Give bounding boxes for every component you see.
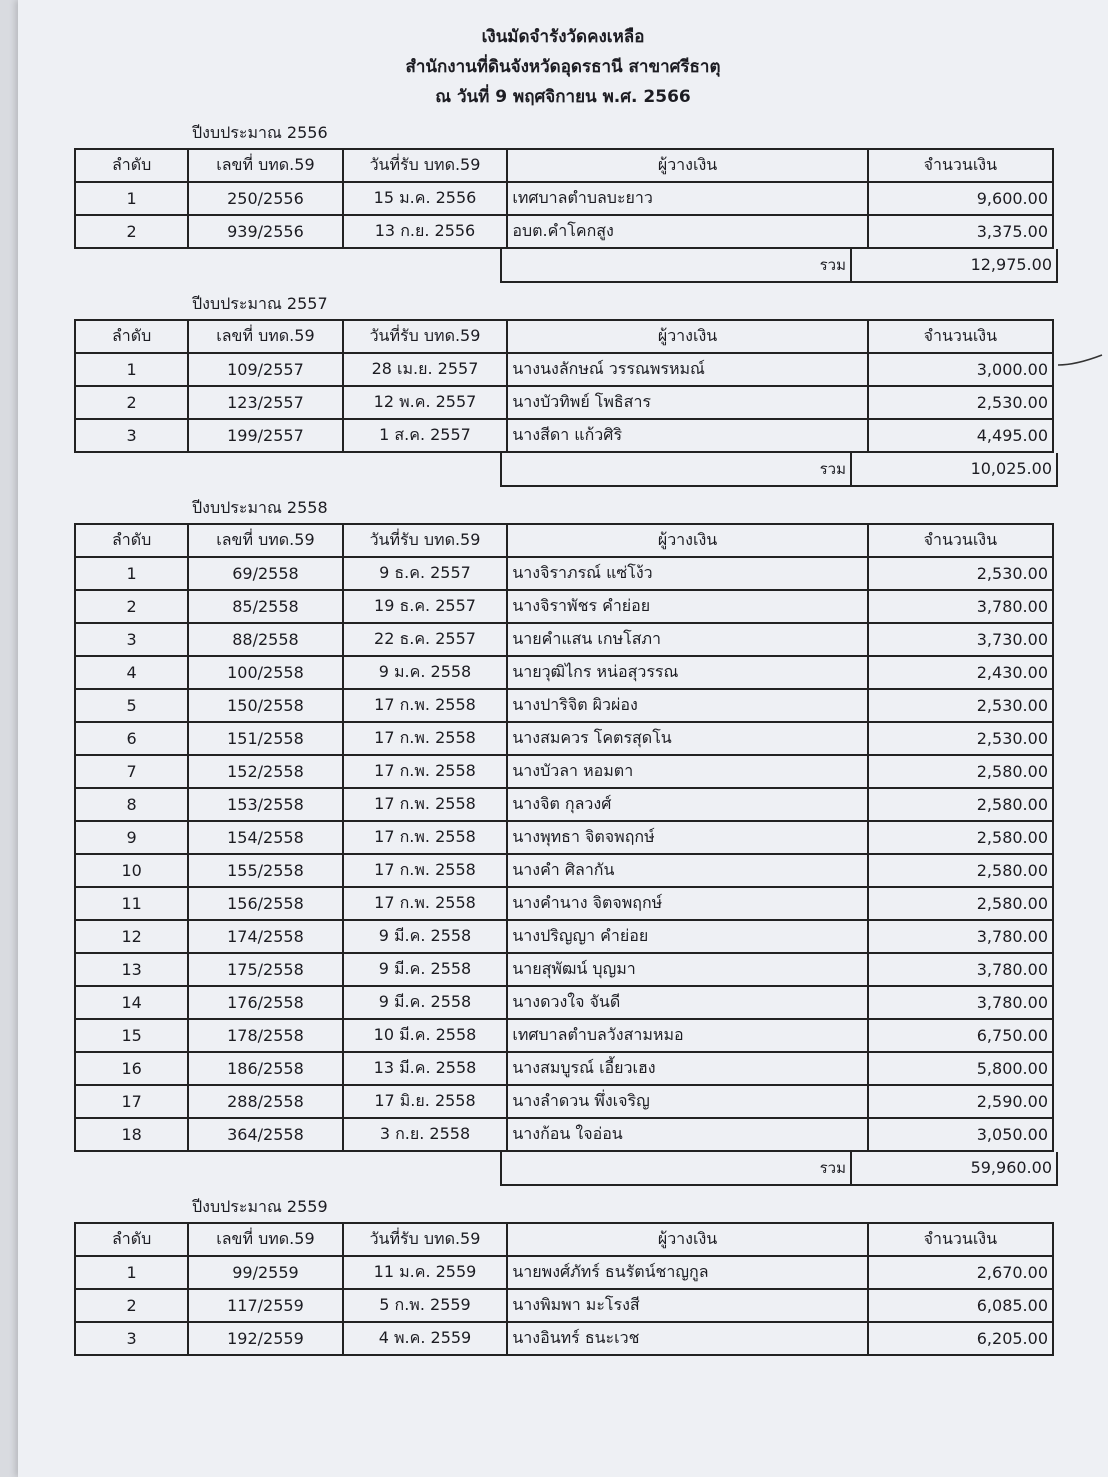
cell-doc-no: 69/2558 <box>188 557 342 590</box>
document-header <box>18 0 1108 112</box>
cell-date: 17 ก.พ. 2558 <box>343 887 508 920</box>
deposit-table <box>74 148 1054 249</box>
col-header-depositor: ผู้วางเงิน <box>507 524 867 557</box>
table-row <box>75 788 1053 821</box>
cell-depositor: นางคำ ศิลากัน <box>507 854 867 887</box>
cell-amount: 2,530.00 <box>868 689 1053 722</box>
cell-doc-no: 156/2558 <box>188 887 342 920</box>
cell-doc-no: 192/2559 <box>188 1322 342 1355</box>
cell-doc-no: 117/2559 <box>188 1289 342 1322</box>
cell-depositor: นางปริญญา คำย่อย <box>507 920 867 953</box>
cell-depositor: นางอินทร์ ธนะเวช <box>507 1322 867 1355</box>
cell-doc-no: 175/2558 <box>188 953 342 986</box>
table-row <box>75 419 1053 452</box>
table-row <box>75 887 1053 920</box>
table-header-row <box>75 1223 1053 1256</box>
cell-amount: 2,530.00 <box>868 557 1053 590</box>
cell-doc-no: 199/2557 <box>188 419 342 452</box>
cell-amount: 2,530.00 <box>868 722 1053 755</box>
cell-doc-no: 123/2557 <box>188 386 342 419</box>
cell-doc-no: 109/2557 <box>188 353 342 386</box>
cell-no: 2 <box>75 590 188 623</box>
cell-no: 1 <box>75 557 188 590</box>
cell-amount: 9,600.00 <box>868 182 1053 215</box>
fiscal-year-title: ปีงบประมาณ 2559 <box>192 1197 328 1216</box>
cell-date: 17 มิ.ย. 2558 <box>343 1085 508 1118</box>
col-header-amount: จำนวนเงิน <box>868 524 1053 557</box>
col-header-no: ลำดับ <box>75 320 188 353</box>
sections-container <box>18 122 1108 1356</box>
cell-doc-no: 186/2558 <box>188 1052 342 1085</box>
cell-depositor: นางจิราพัชร คำย่อย <box>507 590 867 623</box>
cell-date: 9 ธ.ค. 2557 <box>343 557 508 590</box>
cell-no: 2 <box>75 386 188 419</box>
fiscal-year-section <box>74 122 1054 283</box>
col-header-date: วันที่รับ บทด.59 <box>343 1223 508 1256</box>
table-row <box>75 1256 1053 1289</box>
total-label: รวม <box>502 1152 852 1184</box>
col-header-doc-no: เลขที่ บทด.59 <box>188 1223 342 1256</box>
cell-amount: 3,050.00 <box>868 1118 1053 1151</box>
table-row <box>75 557 1053 590</box>
cell-date: 13 มี.ค. 2558 <box>343 1052 508 1085</box>
office-name: สำนักงานที่ดินจังหวัดอุดรธานี สาขาศรีธาตุ <box>405 57 721 77</box>
cell-no: 5 <box>75 689 188 722</box>
table-row <box>75 182 1053 215</box>
table-row <box>75 1085 1053 1118</box>
cell-date: 17 ก.พ. 2558 <box>343 755 508 788</box>
as-of-date: ณ วันที่ 9 พฤศจิกายน พ.ศ. 2566 <box>435 87 691 107</box>
cell-depositor: นายพงศ์ภัทร์ ธนรัตน์ชาญกูล <box>507 1256 867 1289</box>
col-header-depositor: ผู้วางเงิน <box>507 1223 867 1256</box>
deposit-table <box>74 319 1054 453</box>
table-row <box>75 755 1053 788</box>
cell-date: 9 มี.ค. 2558 <box>343 953 508 986</box>
cell-date: 1 ส.ค. 2557 <box>343 419 508 452</box>
cell-amount: 2,580.00 <box>868 788 1053 821</box>
col-header-doc-no: เลขที่ บทด.59 <box>188 524 342 557</box>
cell-date: 15 ม.ค. 2556 <box>343 182 508 215</box>
cell-depositor: เทศบาลตำบลวังสามหมอ <box>507 1019 867 1052</box>
table-row <box>75 1118 1053 1151</box>
total-label: รวม <box>502 453 852 485</box>
cell-depositor: นางบัวลา หอมตา <box>507 755 867 788</box>
cell-doc-no: 178/2558 <box>188 1019 342 1052</box>
cell-amount: 3,780.00 <box>868 986 1053 1019</box>
cell-amount: 2,530.00 <box>868 386 1053 419</box>
cell-amount: 3,730.00 <box>868 623 1053 656</box>
cell-depositor: นางจิต กุลวงศ์ <box>507 788 867 821</box>
cell-depositor: อบต.คำโคกสูง <box>507 215 867 248</box>
cell-depositor: นางนงลักษณ์ วรรณพรหมณ์ <box>507 353 867 386</box>
table-row <box>75 1052 1053 1085</box>
cell-amount: 2,580.00 <box>868 755 1053 788</box>
cell-no: 3 <box>75 623 188 656</box>
table-row <box>75 722 1053 755</box>
cell-amount: 6,085.00 <box>868 1289 1053 1322</box>
cell-doc-no: 150/2558 <box>188 689 342 722</box>
table-row <box>75 689 1053 722</box>
document-title: เงินมัดจำรังวัดคงเหลือ <box>481 27 645 47</box>
cell-depositor: นางบัวทิพย์ โพธิสาร <box>507 386 867 419</box>
cell-date: 13 ก.ย. 2556 <box>343 215 508 248</box>
cell-doc-no: 152/2558 <box>188 755 342 788</box>
col-header-date: วันที่รับ บทด.59 <box>343 149 508 182</box>
cell-date: 4 พ.ค. 2559 <box>343 1322 508 1355</box>
total-amount: 59,960.00 <box>970 1158 1052 1177</box>
cell-amount: 5,800.00 <box>868 1052 1053 1085</box>
cell-doc-no: 99/2559 <box>188 1256 342 1289</box>
cell-depositor: นางลำดวน พึ่งเจริญ <box>507 1085 867 1118</box>
col-header-date: วันที่รับ บทด.59 <box>343 320 508 353</box>
cell-no: 6 <box>75 722 188 755</box>
table-row <box>75 590 1053 623</box>
table-row <box>75 920 1053 953</box>
cell-no: 7 <box>75 755 188 788</box>
cell-doc-no: 176/2558 <box>188 986 342 1019</box>
table-row <box>75 1322 1053 1355</box>
cell-depositor: นางสมบูรณ์ เอี้ยวเฮง <box>507 1052 867 1085</box>
cell-date: 11 ม.ค. 2559 <box>343 1256 508 1289</box>
cell-amount: 2,580.00 <box>868 821 1053 854</box>
deposit-table <box>74 523 1054 1152</box>
cell-no: 10 <box>75 854 188 887</box>
total-label: รวม <box>502 249 852 281</box>
cell-doc-no: 100/2558 <box>188 656 342 689</box>
cell-date: 17 ก.พ. 2558 <box>343 722 508 755</box>
cell-no: 1 <box>75 182 188 215</box>
deposit-table <box>74 1222 1054 1356</box>
cell-date: 17 ก.พ. 2558 <box>343 821 508 854</box>
cell-date: 12 พ.ค. 2557 <box>343 386 508 419</box>
cell-no: 8 <box>75 788 188 821</box>
cell-depositor: นายวุฒิไกร หน่อสุวรรณ <box>507 656 867 689</box>
cell-depositor: นางคำนาง จิตจพฤกษ์ <box>507 887 867 920</box>
cell-no: 11 <box>75 887 188 920</box>
cell-amount: 2,590.00 <box>868 1085 1053 1118</box>
cell-date: 5 ก.พ. 2559 <box>343 1289 508 1322</box>
col-header-depositor: ผู้วางเงิน <box>507 320 867 353</box>
table-header-row <box>75 524 1053 557</box>
cell-date: 28 เม.ย. 2557 <box>343 353 508 386</box>
cell-amount: 6,750.00 <box>868 1019 1053 1052</box>
cell-date: 22 ธ.ค. 2557 <box>343 623 508 656</box>
cell-amount: 3,375.00 <box>868 215 1053 248</box>
cell-no: 2 <box>75 1289 188 1322</box>
cell-no: 4 <box>75 656 188 689</box>
col-header-no: ลำดับ <box>75 524 188 557</box>
cell-depositor: นางจิราภรณ์ แซ่โง้ว <box>507 557 867 590</box>
fiscal-year-section <box>74 497 1054 1186</box>
table-header-row <box>75 149 1053 182</box>
table-row <box>75 953 1053 986</box>
cell-amount: 2,670.00 <box>868 1256 1053 1289</box>
col-header-amount: จำนวนเงิน <box>868 320 1053 353</box>
cell-date: 17 ก.พ. 2558 <box>343 689 508 722</box>
cell-depositor: เทศบาลตำบลบะยาว <box>507 182 867 215</box>
cell-amount: 3,780.00 <box>868 953 1053 986</box>
fiscal-year-title: ปีงบประมาณ 2556 <box>192 123 328 142</box>
col-header-depositor: ผู้วางเงิน <box>507 149 867 182</box>
section-total <box>500 453 1058 487</box>
fiscal-year-section <box>74 293 1054 487</box>
cell-depositor: นายคำแสน เกษโสภา <box>507 623 867 656</box>
cell-amount: 3,000.00 <box>868 353 1053 386</box>
cell-depositor: นางพุทธา จิตจพฤกษ์ <box>507 821 867 854</box>
cell-no: 12 <box>75 920 188 953</box>
table-row <box>75 854 1053 887</box>
section-total <box>500 249 1058 283</box>
cell-depositor: นางพิมพา มะโรงสี <box>507 1289 867 1322</box>
cell-no: 16 <box>75 1052 188 1085</box>
cell-no: 14 <box>75 986 188 1019</box>
col-header-doc-no: เลขที่ บทด.59 <box>188 320 342 353</box>
document-page <box>18 0 1108 1477</box>
cell-date: 3 ก.ย. 2558 <box>343 1118 508 1151</box>
col-header-no: ลำดับ <box>75 149 188 182</box>
table-row <box>75 623 1053 656</box>
section-total <box>500 1152 1058 1186</box>
total-amount: 12,975.00 <box>970 255 1052 274</box>
cell-date: 9 มี.ค. 2558 <box>343 986 508 1019</box>
cell-depositor: นางก้อน ใจอ่อน <box>507 1118 867 1151</box>
cell-doc-no: 155/2558 <box>188 854 342 887</box>
cell-amount: 2,580.00 <box>868 854 1053 887</box>
table-row <box>75 215 1053 248</box>
table-row <box>75 1019 1053 1052</box>
table-row <box>75 986 1053 1019</box>
cell-no: 1 <box>75 1256 188 1289</box>
cell-amount: 3,780.00 <box>868 590 1053 623</box>
cell-date: 9 มี.ค. 2558 <box>343 920 508 953</box>
table-row <box>75 353 1053 386</box>
cell-doc-no: 250/2556 <box>188 182 342 215</box>
cell-doc-no: 939/2556 <box>188 215 342 248</box>
col-header-doc-no: เลขที่ บทด.59 <box>188 149 342 182</box>
table-row <box>75 1289 1053 1322</box>
cell-amount: 2,430.00 <box>868 656 1053 689</box>
cell-depositor: นางดวงใจ จันดี <box>507 986 867 1019</box>
cell-doc-no: 151/2558 <box>188 722 342 755</box>
cell-date: 17 ก.พ. 2558 <box>343 788 508 821</box>
cell-depositor: นางสีดา แก้วศิริ <box>507 419 867 452</box>
col-header-no: ลำดับ <box>75 1223 188 1256</box>
fiscal-year-section <box>74 1196 1054 1356</box>
cell-doc-no: 288/2558 <box>188 1085 342 1118</box>
cell-no: 3 <box>75 1322 188 1355</box>
cell-doc-no: 153/2558 <box>188 788 342 821</box>
total-amount: 10,025.00 <box>970 459 1052 478</box>
cell-amount: 4,495.00 <box>868 419 1053 452</box>
cell-no: 2 <box>75 215 188 248</box>
cell-date: 10 มี.ค. 2558 <box>343 1019 508 1052</box>
cell-no: 15 <box>75 1019 188 1052</box>
cell-no: 13 <box>75 953 188 986</box>
table-header-row <box>75 320 1053 353</box>
cell-depositor: นางปาริจิต ผิวผ่อง <box>507 689 867 722</box>
cell-no: 3 <box>75 419 188 452</box>
cell-no: 18 <box>75 1118 188 1151</box>
pen-tick-mark-icon <box>1056 351 1106 371</box>
cell-doc-no: 88/2558 <box>188 623 342 656</box>
cell-doc-no: 85/2558 <box>188 590 342 623</box>
cell-amount: 6,205.00 <box>868 1322 1053 1355</box>
table-row <box>75 656 1053 689</box>
cell-amount: 3,780.00 <box>868 920 1053 953</box>
table-row <box>75 386 1053 419</box>
fiscal-year-title: ปีงบประมาณ 2557 <box>192 294 328 313</box>
cell-date: 17 ก.พ. 2558 <box>343 854 508 887</box>
cell-no: 1 <box>75 353 188 386</box>
cell-date: 9 ม.ค. 2558 <box>343 656 508 689</box>
cell-date: 19 ธ.ค. 2557 <box>343 590 508 623</box>
cell-depositor: นางสมควร โคตรสุดโน <box>507 722 867 755</box>
col-header-date: วันที่รับ บทด.59 <box>343 524 508 557</box>
cell-doc-no: 174/2558 <box>188 920 342 953</box>
col-header-amount: จำนวนเงิน <box>868 149 1053 182</box>
fiscal-year-title: ปีงบประมาณ 2558 <box>192 498 328 517</box>
cell-doc-no: 154/2558 <box>188 821 342 854</box>
table-row <box>75 821 1053 854</box>
cell-no: 9 <box>75 821 188 854</box>
cell-depositor: นายสุพัฒน์ บุญมา <box>507 953 867 986</box>
cell-amount: 2,580.00 <box>868 887 1053 920</box>
col-header-amount: จำนวนเงิน <box>868 1223 1053 1256</box>
cell-doc-no: 364/2558 <box>188 1118 342 1151</box>
cell-no: 17 <box>75 1085 188 1118</box>
